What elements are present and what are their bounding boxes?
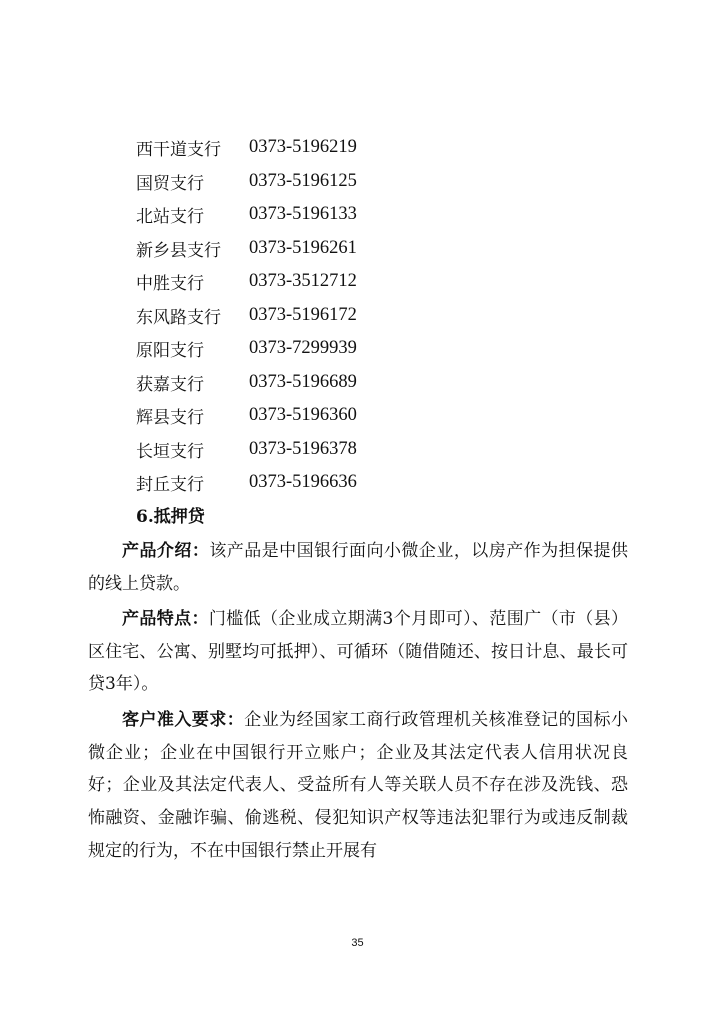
branch-phone: 0373-5196172	[249, 304, 357, 325]
contact-row	[136, 265, 357, 299]
product-features-paragraph	[88, 603, 628, 701]
branch-phone: 0373-5196261	[249, 237, 357, 258]
contact-row	[136, 366, 357, 400]
branch-phone: 0373-5196125	[249, 170, 357, 191]
branch-phone: 0373-5196133	[249, 204, 357, 225]
branch-name: 国贸支行	[136, 173, 204, 194]
contact-row	[136, 165, 357, 199]
contact-row	[136, 131, 357, 165]
customer-requirements-paragraph	[88, 704, 628, 868]
customer-requirements-label: 客户准入要求：	[122, 710, 245, 730]
branch-name: 北站支行	[136, 207, 204, 228]
branch-name: 获嘉支行	[136, 374, 204, 395]
contact-row	[136, 332, 357, 366]
branch-phone: 0373-3512712	[249, 271, 357, 292]
branch-phone: 0373-5196689	[249, 371, 357, 392]
customer-requirements-text: 企业为经国家工商行政管理机关核准登记的国标小微企业；企业在中国银行开立账户；企业及其法定代表人信用状况良好；企业及其法定代表人、受益所有人等关联人员不存在涉及洗钱、恐怖融资、金融诈骗、偷逃税、侵犯知识产权等违法犯罪行为或违反制裁规定的行为，不在中国银行禁止开展有	[88, 710, 628, 861]
contact-row	[136, 466, 357, 500]
contact-row	[136, 299, 357, 333]
section-heading: 6.抵押贷	[136, 507, 205, 527]
branch-phone: 0373-5196360	[249, 405, 357, 426]
product-intro-text: 该产品是中国银行面向小微企业，以房产作为担保提供的线上贷款。	[88, 541, 629, 594]
branch-name: 东风路支行	[136, 307, 221, 328]
branch-name: 新乡县支行	[136, 240, 221, 261]
branch-phone: 0373-5196636	[249, 472, 357, 493]
branch-contact-list	[136, 131, 357, 500]
page-number: 35	[351, 937, 364, 949]
contact-row	[136, 232, 357, 266]
contact-row	[136, 433, 357, 467]
product-intro-paragraph	[88, 535, 628, 600]
branch-name: 辉县支行	[136, 408, 204, 429]
branch-name: 封丘支行	[136, 475, 204, 496]
branch-phone: 0373-7299939	[249, 338, 357, 359]
product-features-label: 产品特点：	[122, 609, 209, 629]
branch-name: 中胜支行	[136, 274, 204, 295]
product-intro-label: 产品介绍：	[122, 541, 210, 561]
branch-name: 长垣支行	[136, 441, 204, 462]
contact-row	[136, 399, 357, 433]
product-features-text: 门槛低（企业成立期满3个月即可）、范围广（市（县）区住宅、公寓、别墅均可抵押）、可循环（随借随还、按日计息、最长可贷3年）。	[88, 609, 628, 695]
branch-name: 西干道支行	[136, 140, 221, 161]
contact-row	[136, 198, 357, 232]
branch-phone: 0373-5196378	[249, 438, 357, 459]
branch-phone: 0373-5196219	[249, 137, 357, 158]
branch-name: 原阳支行	[136, 341, 204, 362]
